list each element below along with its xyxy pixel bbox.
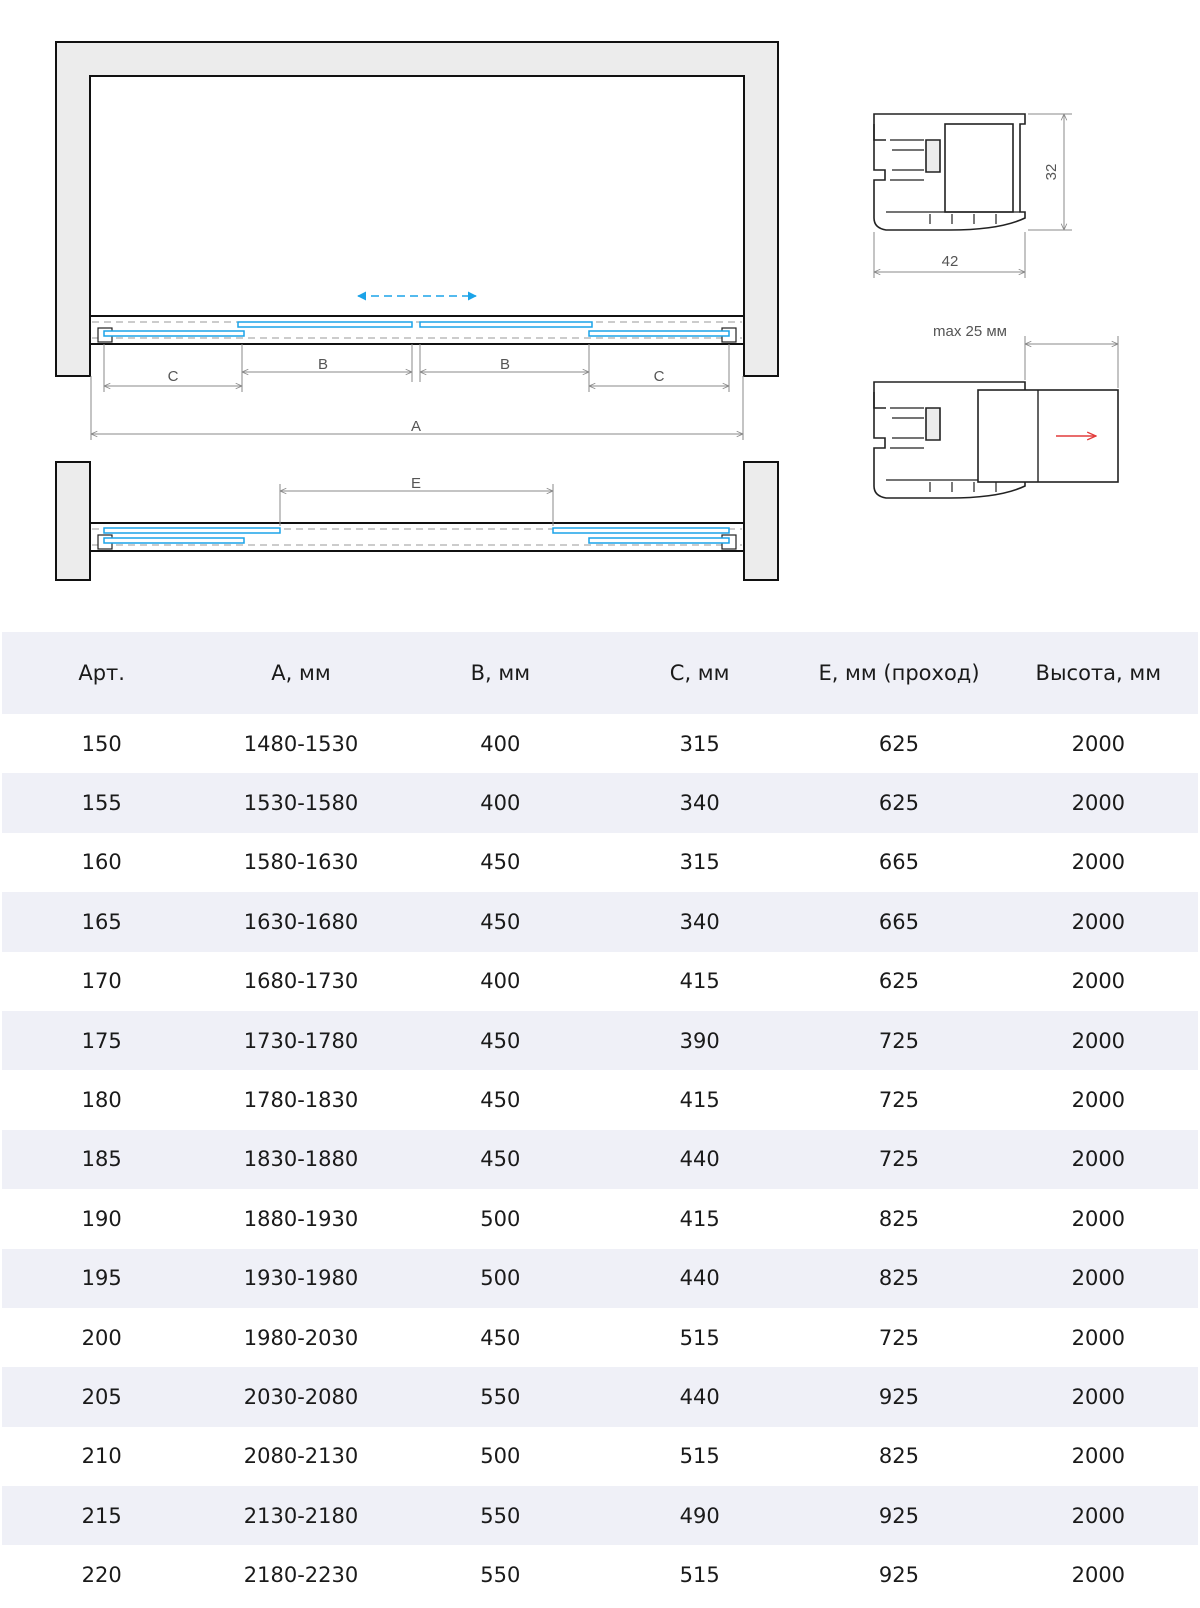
cell-height: 2000 [1071,1384,1126,1409]
cell-e: 665 [878,850,920,875]
wall-left [56,462,90,580]
dim-label-e: E [410,475,422,492]
wall-frame [56,42,778,376]
cell-a: 1980-2030 [243,1325,359,1350]
header-e: Е, мм (проход) [818,661,980,685]
cell-art: 210 [81,1444,122,1469]
cell-e: 925 [878,1503,920,1528]
table-row [2,773,1198,832]
header-height: Высота, мм [1035,661,1162,685]
cell-art: 155 [81,791,122,816]
cell-e: 725 [878,1088,920,1113]
cell-e: 825 [878,1206,920,1231]
table-row [2,1130,1198,1189]
cell-b: 400 [480,791,521,816]
track-frame-open [90,523,744,551]
dim-label-c-left: C [167,368,179,385]
dim-label-profile-height: 32 [1043,163,1060,181]
cell-a: 2080-2130 [243,1444,359,1469]
cell-e: 825 [878,1444,920,1469]
cell-c: 315 [679,850,720,875]
dim-label-c-right: C [653,368,665,385]
cell-c: 440 [679,1384,720,1409]
cell-art: 215 [81,1503,122,1528]
cell-c: 515 [679,1444,720,1469]
cell-a: 2130-2180 [243,1503,359,1528]
fixed-glass-left [104,331,244,336]
wall-right [744,462,778,580]
table-row [2,1011,1198,1070]
table-row [2,1249,1198,1308]
cell-art: 175 [81,1028,122,1053]
cell-e: 625 [878,969,920,994]
cell-b: 500 [480,1266,521,1291]
sliding-glass-left [238,322,412,327]
cell-c: 415 [679,1206,720,1231]
table-row [2,714,1198,773]
header-a: А, мм [271,661,331,685]
cell-art: 165 [81,909,122,934]
cell-b: 550 [480,1563,521,1588]
sliding-glass-right [420,322,592,327]
cell-a: 1880-1930 [243,1206,359,1231]
cell-a: 1830-1880 [243,1147,359,1172]
cell-b: 450 [480,909,521,934]
table-header-row [2,632,1198,714]
cell-c: 340 [679,791,720,816]
cell-c: 515 [679,1325,720,1350]
table-row [2,1308,1198,1367]
cell-e: 725 [878,1028,920,1053]
cell-e: 725 [878,1325,920,1350]
cell-c: 440 [679,1266,720,1291]
profile-section-closed [874,114,1072,278]
cell-height: 2000 [1071,1444,1126,1469]
cell-art: 220 [81,1563,122,1588]
cell-e: 925 [878,1384,920,1409]
table-row [2,1427,1198,1486]
cell-c: 340 [679,909,720,934]
cell-a: 1480-1530 [243,731,359,756]
top-view-open [56,462,778,580]
table-row [2,1070,1198,1129]
track-frame [90,316,744,344]
cell-height: 2000 [1071,1503,1126,1528]
cell-e: 625 [878,731,920,756]
cell-b: 450 [480,1325,521,1350]
cell-height: 2000 [1071,1028,1126,1053]
cell-art: 170 [81,969,122,994]
cell-art: 200 [81,1325,122,1350]
technical-drawing [0,0,1200,620]
dim-label-b-right: B [499,356,511,373]
cell-a: 2180-2230 [243,1563,359,1588]
cell-a: 2030-2080 [243,1384,359,1409]
table-body [2,714,1198,1605]
table-row [2,1545,1198,1604]
cell-art: 180 [81,1088,122,1113]
profile-section-extended [874,323,1118,498]
cell-art: 160 [81,850,122,875]
dim-label-profile-width: 42 [941,253,959,270]
cell-height: 2000 [1071,1325,1126,1350]
cell-e: 665 [878,909,920,934]
cell-b: 550 [480,1384,521,1409]
cell-height: 2000 [1071,1206,1126,1231]
table-row [2,1189,1198,1248]
cell-e: 925 [878,1563,920,1588]
table-row [2,1486,1198,1545]
specs-table [2,632,1198,1605]
cell-b: 450 [480,850,521,875]
cell-a: 1530-1580 [243,791,359,816]
cell-a: 1680-1730 [243,969,359,994]
cell-art: 195 [81,1266,122,1291]
cell-b: 500 [480,1444,521,1469]
cell-height: 2000 [1071,1266,1126,1291]
cell-e: 825 [878,1266,920,1291]
cell-art: 185 [81,1147,122,1172]
cell-c: 440 [679,1147,720,1172]
cell-art: 150 [81,731,122,756]
cell-b: 550 [480,1503,521,1528]
cell-a: 1780-1830 [243,1088,359,1113]
cell-c: 315 [679,731,720,756]
table-row [2,833,1198,892]
cell-e: 725 [878,1147,920,1172]
dim-label-max-offset: max 25 мм [933,323,1007,340]
cell-a: 1730-1780 [243,1028,359,1053]
cell-b: 400 [480,731,521,756]
dim-label-a: A [410,418,422,435]
cell-height: 2000 [1071,909,1126,934]
fixed-glass-right [589,331,729,336]
cell-b: 500 [480,1206,521,1231]
cell-c: 390 [679,1028,720,1053]
cell-c: 515 [679,1563,720,1588]
cell-b: 450 [480,1147,521,1172]
table-row [2,1367,1198,1426]
cell-b: 400 [480,969,521,994]
cell-c: 490 [679,1503,720,1528]
dim-label-b-left: B [317,356,329,373]
cell-c: 415 [679,1088,720,1113]
header-c: С, мм [669,661,730,685]
cell-height: 2000 [1071,1088,1126,1113]
cell-height: 2000 [1071,791,1126,816]
cell-b: 450 [480,1028,521,1053]
cell-a: 1930-1980 [243,1266,359,1291]
cell-art: 205 [81,1384,122,1409]
cell-a: 1580-1630 [243,850,359,875]
cell-height: 2000 [1071,1563,1126,1588]
cell-height: 2000 [1071,731,1126,756]
header-b: В, мм [470,661,531,685]
cell-c: 415 [679,969,720,994]
cell-e: 625 [878,791,920,816]
header-art: Арт. [78,661,125,685]
cell-height: 2000 [1071,969,1126,994]
table-row [2,892,1198,951]
cell-a: 1630-1680 [243,909,359,934]
cell-height: 2000 [1071,850,1126,875]
cell-b: 450 [480,1088,521,1113]
cell-art: 190 [81,1206,122,1231]
top-view-closed [56,42,778,440]
table-row [2,952,1198,1011]
cell-height: 2000 [1071,1147,1126,1172]
